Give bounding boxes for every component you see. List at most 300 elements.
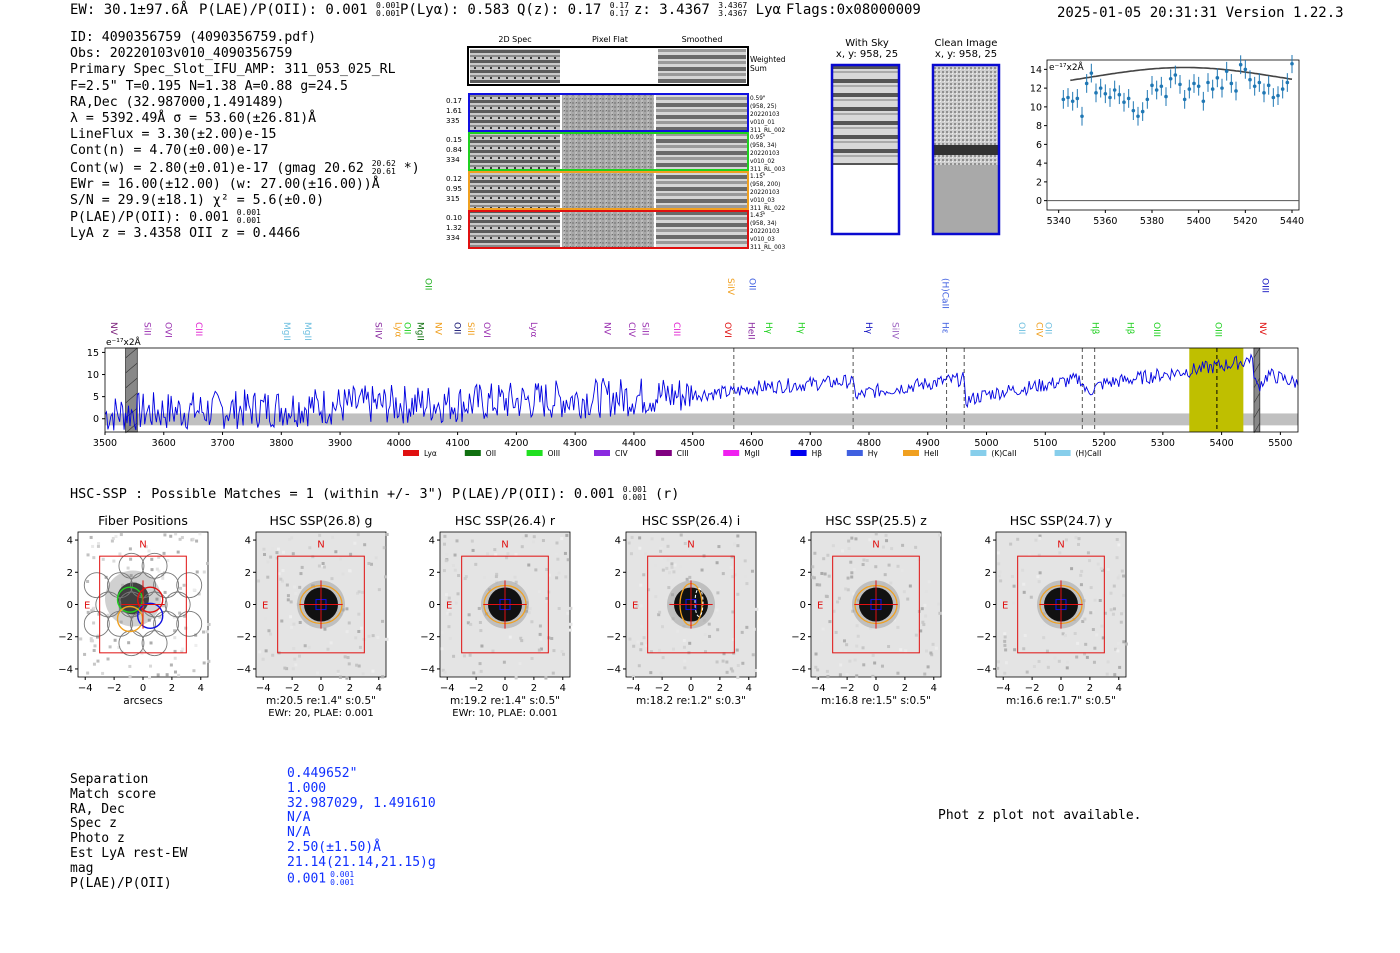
hsc-noise-pixel [561,650,564,653]
hsc-panel [606,513,758,707]
hsc-noise-pixel [854,659,857,662]
hsc-noise-pixel [836,600,839,603]
hsc-xtick-label: 2 [901,683,909,694]
hsc-noise-pixel [293,586,296,589]
hsc-xtick-label: 4 [375,683,382,694]
hsc-noise-pixel [355,664,358,667]
legend-label: OIII [547,449,561,458]
hsc-noise-pixel [83,653,86,656]
cutout-row-value: 0.15 [446,135,463,144]
hsc-noise-pixel [862,558,865,561]
info-contn: Cont(n) = 4.70(±0.00)e-17 [70,143,269,159]
hsc-noise-pixel [294,592,297,595]
hsc-noise-pixel [262,658,265,661]
hsc-panels [30,508,1170,728]
full-line-label: OVI [481,322,492,338]
hsc-noise-pixel [181,536,184,539]
hsc-noise-pixel [358,590,361,593]
match-key: Est LyA rest-EW [70,845,188,861]
hsc-noise-pixel [528,629,531,632]
cutout-grid [440,30,800,260]
hsc-noise-pixel [855,674,858,677]
north-label: N [1057,539,1065,551]
hsc-noise-pixel [752,653,755,656]
hsc-noise-pixel [538,590,541,593]
hsc-noise-pixel [464,577,467,580]
hsc-panel-title: HSC SSP(24.7) y [1009,513,1113,528]
hsc-noise-pixel [1038,537,1041,540]
zoom-data-point [1244,68,1248,72]
source-halo [105,571,161,627]
hsc-noise-pixel [91,545,94,548]
full-line-label: Hβ [1124,322,1135,335]
hsc-noise-pixel [539,637,542,640]
hsc-noise-pixel [845,643,848,646]
hsc-noise-pixel [129,675,132,678]
zoom-data-point [1272,96,1276,100]
hsc-noise-pixel [683,660,686,663]
hsc-noise-pixel [479,662,482,665]
full-line-label: HeII [745,322,756,340]
hsc-noise-pixel [999,571,1002,574]
hsc-noise-pixel [277,548,280,551]
hsc-noise-pixel [665,567,668,570]
hsc-noise-pixel [282,551,285,554]
hsc-noise-pixel [822,628,825,631]
hsc-noise-pixel [129,558,132,561]
hsc-noise-pixel [299,621,302,624]
hsc-noise-pixel [567,558,570,561]
hsc-noise-pixel [741,662,744,665]
hsc-noise-pixel [258,650,261,653]
hsc-noise-pixel [890,547,893,550]
hsc-noise-pixel [368,635,371,638]
hsc-ytick-label: 4 [984,535,991,547]
header-z: z: 3.4367 3.4367 3.4367 Lyα [634,1,781,18]
zoom-data-point [1150,84,1154,88]
hsc-ytick-label: 0 [799,600,806,611]
hsc-noise-pixel [661,625,664,628]
hsc-noise-pixel [349,553,352,556]
hsc-ytick-label: 2 [799,567,806,579]
hsc-noise-pixel [202,631,205,634]
hsc-noise-pixel [92,607,95,610]
zoom-data-point [1141,110,1145,114]
north-label: N [139,539,147,551]
hsc-ytick-label: −2 [606,632,621,644]
cutout-row-meta: 0.95" [750,135,766,141]
match-value: 1.000 [287,780,327,796]
hsc-noise-pixel [198,532,201,535]
hsc-xtick-label: 2 [168,683,176,694]
hsc-noise-pixel [1033,665,1036,668]
hsc-noise-pixel [1125,643,1128,646]
hsc-noise-pixel [704,633,707,636]
zoom-data-point [1160,84,1164,88]
hsc-noise-pixel [814,666,817,669]
hsc-noise-pixel [660,672,663,675]
hsc-noise-pixel [161,577,164,580]
zoom-ytick-label: 4 [1035,158,1042,170]
hsc-noise-pixel [659,550,662,553]
hsc-xtick-label: 0 [501,683,509,694]
hsc-noise-pixel [469,623,472,626]
match-keys [70,773,187,891]
hsc-noise-pixel [1003,672,1006,675]
hsc-noise-pixel [455,539,458,542]
hsc-noise-pixel [1083,618,1086,621]
hsc-noise-pixel [924,615,927,618]
hsc-noise-pixel [449,637,452,640]
hsc-xtick-label: −4 [625,683,641,694]
hsc-noise-pixel [708,623,711,626]
full-line-label: SiII [141,322,152,336]
cutout-row-meta: 20220103 [750,112,780,118]
hsc-noise-pixel [875,532,878,535]
hsc-noise-pixel [532,540,535,543]
hsc-panel [236,513,388,719]
hsc-noise-pixel [480,670,483,673]
hsc-noise-pixel [996,667,999,670]
legend-label: (K)CaII [991,449,1017,458]
hsc-noise-pixel [518,662,521,665]
hsc-noise-pixel [354,636,357,639]
hsc-noise-pixel [318,564,321,567]
hsc-panel-title: HSC SSP(26.8) g [269,513,373,528]
hsc-noise-pixel [640,604,643,607]
hsc-noise-pixel [539,633,542,636]
hsc-noise-pixel [847,577,850,580]
zoom-data-point [1155,88,1159,92]
full-line-label: NV [1256,322,1267,335]
hsc-noise-pixel [903,590,906,593]
hsc-panel-title: HSC SSP(26.4) i [641,513,741,528]
full-xtick-label: 5500 [1268,438,1293,449]
hsc-noise-pixel [358,665,361,668]
hsc-noise-pixel [555,541,558,544]
hsc-noise-pixel [150,641,153,644]
zoom-data-point [1192,82,1196,86]
legend-swatch [656,450,672,456]
cutout-rows [446,94,785,251]
hsc-ytick-label: 4 [428,535,435,547]
hsc-noise-pixel [1021,569,1024,572]
zoom-data-point [1094,91,1098,95]
hsc-noise-pixel [265,649,268,652]
sky-clean-images [830,63,1010,237]
header-datetime: 2025-01-05 20:31:31 Version 1.22.3 [1057,5,1344,21]
hsc-ytick-label: 0 [428,600,435,611]
zoom-data-point [1267,84,1271,88]
hsc-ytick-label: −4 [606,664,621,676]
hsc-noise-pixel [1013,585,1016,588]
hsc-noise-pixel [754,669,757,672]
hsc-noise-pixel [479,621,482,624]
hsc-noise-pixel [1113,607,1116,610]
cutout-row-flat [562,134,654,169]
hsc-ytick-label: −4 [236,664,251,676]
legend-label: Hβ [811,449,823,458]
col-smoothed: Smoothed [681,35,723,44]
match-key: Match score [70,786,157,802]
zoom-data-point [1216,76,1220,80]
zoom-data-point [1220,86,1224,90]
hsc-noise-pixel [322,562,325,565]
hsc-panel [791,513,941,707]
hsc-noise-pixel [560,537,563,540]
hsc-noise-pixel [565,534,568,537]
hsc-noise-pixel [289,615,292,618]
hsc-noise-pixel [114,535,117,538]
hsc-noise-pixel [1099,599,1102,602]
hsc-noise-pixel [684,535,687,538]
hsc-noise-pixel [914,546,917,549]
hsc-noise-pixel [452,564,455,567]
hsc-noise-pixel [828,620,831,623]
hsc-xtick-label: −2 [1024,683,1040,694]
hsc-noise-pixel [1004,635,1007,638]
hsc-noise-pixel [308,546,311,549]
hsc-noise-pixel [156,568,159,571]
weighted-sum-flat [560,49,658,83]
full-line-label: Hγ [795,322,806,335]
hsc-noise-pixel [832,544,835,547]
clean-xy: x, y: 958, 25 [934,49,998,60]
east-label: E [446,600,453,612]
hsc-noise-pixel [850,537,853,540]
hsc-noise-pixel [667,559,670,562]
hsc-noise-pixel [87,553,90,556]
hsc-noise-pixel [638,664,641,667]
hsc-noise-pixel [906,598,909,601]
hsc-noise-pixel [107,657,110,660]
hsc-xtick-label: −4 [810,683,826,694]
zoom-data-point [1085,82,1089,86]
hsc-noise-pixel [177,551,180,554]
hsc-noise-pixel [1106,673,1109,676]
hsc-fit-params: m:20.5 re:1.4" s:0.5" [266,695,376,707]
hsc-noise-pixel [96,660,99,663]
hsc-noise-pixel [811,576,814,579]
hsc-panel [58,513,210,707]
hsc-noise-pixel [737,664,740,667]
hsc-noise-pixel [347,656,350,659]
hsc-xtick-label: 2 [346,683,354,694]
hsc-noise-pixel [1084,643,1087,646]
hsc-noise-pixel [562,653,565,656]
hsc-noise-pixel [174,532,177,535]
hsc-noise-pixel [194,644,197,647]
hsc-noise-pixel [730,566,733,569]
hsc-noise-pixel [90,536,93,539]
zoom-data-point [1225,69,1229,73]
hsc-noise-pixel [445,553,448,556]
hsc-noise-pixel [564,552,567,555]
cutout-row-meta: 0.59" [750,96,766,102]
hsc-noise-pixel [441,631,444,634]
cutout-row-meta: 20220103 [750,190,780,196]
zoom-data-point [1136,114,1140,118]
zoom-data-point [1248,78,1252,82]
hsc-noise-pixel [1066,666,1069,669]
hsc-noise-pixel [1009,543,1012,546]
hsc-noise-pixel [923,604,926,607]
hsc-noise-pixel [1005,661,1008,664]
hsc-noise-pixel [529,607,532,610]
hsc-noise-pixel [311,555,314,558]
hsc-noise-pixel [1094,599,1097,602]
zoom-ytick-label: 0 [1035,196,1042,208]
hsc-noise-pixel [849,561,852,564]
hsc-noise-pixel [1022,583,1025,586]
cutout-row-meta: v010_03 [750,198,775,204]
hsc-noise-pixel [555,553,558,556]
hsc-noise-pixel [367,562,370,565]
cutout-row-2d [470,95,560,130]
hsc-noise-pixel [506,552,509,555]
hsc-noise-pixel [362,672,365,675]
hsc-noise-pixel [276,557,279,560]
hsc-noise-pixel [564,575,567,578]
hsc-noise-pixel [637,641,640,644]
cutout-row-meta: v010_01 [750,120,775,126]
hsc-noise-pixel [306,625,309,628]
hsc-noise-pixel [157,673,160,676]
hsc-noise-pixel [726,671,729,674]
info-block [70,30,420,243]
hsc-fit-params: m:18.2 re:1.2" s:0.3" [636,695,746,707]
hsc-noise-pixel [1109,592,1112,595]
hsc-noise-pixel [672,570,675,573]
hsc-noise-pixel [843,639,846,642]
hsc-noise-pixel [444,671,447,674]
match-value: 2.50(±1.50)Å [287,839,381,855]
hsc-noise-pixel [472,671,475,674]
cutout-row-meta: 311_RL_003 [750,245,786,251]
cutout-row-value: 335 [446,116,460,125]
info-contw: Cont(w) = 2.80(±0.01)e-17 (gmag 20.62 20.62 20.61 *) [70,158,420,176]
hsc-noise-pixel [112,537,115,540]
hsc-noise-pixel [569,607,572,610]
full-line-label: Hε [939,322,950,334]
hsc-noise-pixel [899,648,902,651]
hsc-noise-pixel [1088,559,1091,562]
hsc-noise-pixel [834,616,837,619]
legend-swatch [1055,450,1071,456]
zoom-data-point [1262,91,1266,95]
hsc-noise-pixel [686,550,689,553]
hsc-ytick-label: 0 [614,600,621,611]
hsc-noise-pixel [1038,660,1041,663]
hsc-noise-pixel [348,662,351,665]
zoom-xtick-label: 5360 [1093,216,1118,227]
hsc-noise-pixel [556,558,559,561]
hsc-noise-pixel [192,669,195,672]
hsc-noise-pixel [1110,608,1113,611]
hsc-noise-pixel [555,576,558,579]
zoom-data-point [1258,81,1262,85]
zoom-data-point [1127,97,1131,101]
full-xtick-label: 5400 [1209,438,1234,449]
zoom-data-point [1202,99,1206,103]
hsc-noise-pixel [337,670,340,673]
full-line-label: Hβ [1089,322,1100,335]
clean-trace [933,145,999,155]
full-line-label: OII [422,278,433,291]
full-xtick-label: 5300 [1150,438,1175,449]
hsc-noise-pixel [478,607,481,610]
hsc-xtick-label: 4 [197,683,204,694]
hsc-noise-pixel [90,637,93,640]
hsc-noise-pixel [1038,580,1041,583]
hsc-noise-pixel [463,654,466,657]
hsc-noise-pixel [308,646,311,649]
hsc-xtick-label: 2 [530,683,538,694]
hsc-xtick-label: 4 [559,683,566,694]
hsc-xtick-label: −2 [106,683,122,694]
clean-image-label [925,38,1007,60]
info-params: F=2.5" T=0.195 N=1.38 A=0.88 g=24.5 [70,78,348,94]
full-line-label: OII [1015,322,1026,335]
hsc-noise-pixel [1065,538,1068,541]
zoom-data-point [1080,114,1084,118]
hsc-noise-pixel [1047,666,1050,669]
hsc-noise-pixel [998,574,1001,577]
hsc-noise-pixel [195,540,198,543]
hsc-noise-pixel [848,660,851,663]
hsc-noise-pixel [885,539,888,542]
hsc-noise-pixel [440,647,443,650]
col-2d-spec: 2D Spec [498,35,532,44]
hsc-noise-pixel [531,657,534,660]
hsc-noise-pixel [454,554,457,557]
hsc-noise-pixel [281,569,284,572]
hsc-noise-pixel [334,550,337,553]
hsc-noise-pixel [922,623,925,626]
hsc-xtick-label: −4 [995,683,1011,694]
hsc-noise-pixel [1086,656,1089,659]
hsc-noise-pixel [269,556,272,559]
north-label: N [501,539,509,551]
zoom-data-point [1066,96,1070,100]
hsc-noise-pixel [672,648,675,651]
full-xtick-label: 4500 [680,438,705,449]
hsc-noise-pixel [292,667,295,670]
hsc-panel-title: HSC SSP(26.4) r [454,513,556,528]
hsc-noise-pixel [381,675,384,678]
hsc-noise-pixel [872,654,875,657]
hsc-noise-pixel [736,534,739,537]
hsc-noise-pixel [1113,585,1116,588]
hsc-noise-pixel [445,559,448,562]
hsc-noise-pixel [1003,632,1006,635]
hsc-noise-pixel [534,568,537,571]
hsc-noise-pixel [530,620,533,623]
cutout-row-meta: 1.15" [750,174,766,180]
hsc-noise-pixel [569,623,572,626]
hsc-noise-pixel [666,545,669,548]
hsc-noise-pixel [514,553,517,556]
hsc-noise-pixel [1116,649,1119,652]
hsc-noise-pixel [443,543,446,546]
hsc-noise-pixel [1016,538,1019,541]
hsc-xtick-label: −2 [284,683,300,694]
hsc-noise-pixel [927,665,930,668]
hsc-noise-pixel [552,672,555,675]
cutout-row-value: 0.10 [446,213,463,222]
hsc-noise-pixel [665,597,668,600]
hsc-noise-pixel [644,552,647,555]
